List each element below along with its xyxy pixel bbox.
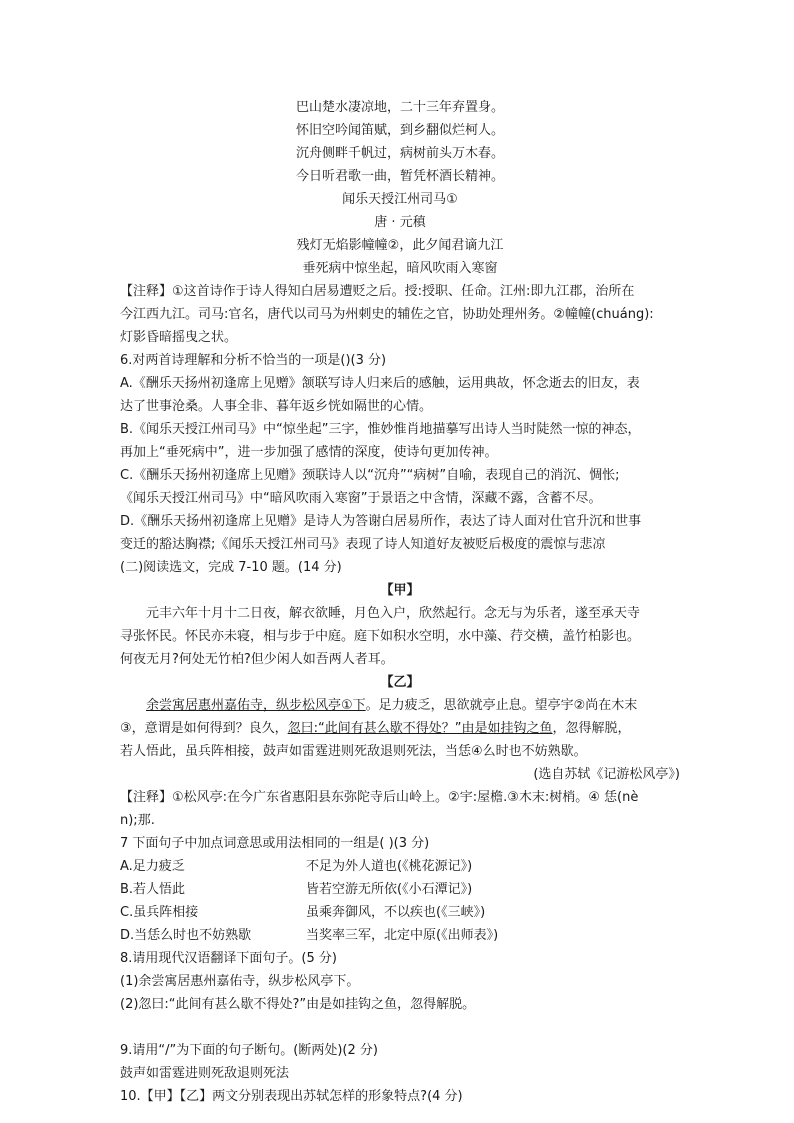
poem1-line: 今日听君歌一曲，暂凭杯酒长精神。 [295, 169, 504, 184]
jia-line: 寻张怀民。怀民亦未寝，相与步于中庭。庭下如积水空明，水中藻、荇交横，盖竹柏影也。 [120, 629, 641, 644]
q6-option-line: 《闻乐天授江州司马》中“暗风吹雨入寒窗”于景语之中含情，深藏不露，含蓄不尽。 [120, 491, 602, 506]
section2-heading: (二)阅读选文，完成 7-10 题。(14 分) [120, 560, 342, 575]
q6-option-line: D.《酬乐天扬州初逢席上见赠》是诗人为答谢白居易所作，表达了诗人面对仕官升沉和世事 [120, 514, 642, 529]
yi-line-2 [120, 717, 680, 740]
document-page [120, 96, 680, 1108]
q7-option-left: D.当恁么时也不妨熟歇 [120, 928, 252, 943]
yi-underlined-text: 忽曰:“此间有甚么歇不得处？”由是如挂钩之鱼 [287, 721, 553, 736]
q8-item: (2)忽曰:“此间有甚么歇不得处?”由是如挂钩之鱼，忽得解脱。 [120, 997, 476, 1012]
q7-stem: 7 下面句子中加点词意思或用法相同的一组是( )(3 分) [120, 836, 430, 851]
yi-text: ③，意谓是如何得到？良久， [120, 721, 288, 736]
q7-option-right: 不足为外人道也(《桃花源记》) [306, 859, 473, 874]
note1-line: 【注释】①这首诗作于诗人得知白居易遭贬之后。授:授职、任命。江州:即九江郡，治所在 [120, 284, 635, 299]
yi-source: (选自苏轼《记游松风亭》) [533, 767, 680, 782]
note1-line: 灯影昏暗摇曳之状。 [120, 330, 238, 345]
q8-stem: 8.请用现代汉语翻译下面句子。(5 分) [120, 951, 337, 966]
q7-option-right: 当奖率三军，北定中原(《出师表》) [306, 928, 499, 943]
poem2-line: 残灯无焰影幢幢②，此夕闻君谪九江 [296, 238, 504, 253]
note1-line: 今江西九江。司马:官名，唐代以司马为州刺史的辅佐之官，协助处理州务。②幢幢(chuáng): [120, 307, 654, 322]
spacer [120, 1016, 680, 1039]
q7-option [120, 924, 680, 947]
poem1-line: 巴山楚水凄凉地，二十三年弃置身。 [295, 100, 504, 115]
jia-line: 元丰六年十月十二日夜，解衣欲睡，月色入户，欣然起行。念无与为乐者，遂至承天寺 [146, 606, 641, 621]
q9-sentence: 鼓声如雷霆进则死敌退则死法 [120, 1066, 290, 1081]
q6-option-line: A.《酬乐天扬州初逢席上见赠》颔联写诗人归来后的感触，运用典故，怀念逝去的旧友，表 [120, 376, 640, 391]
jia-line: 何夜无月?何处无竹柏?但少闲人如吾两人者耳。 [120, 652, 394, 667]
q6-option-line: C.《酬乐天扬州初逢席上见赠》颈联诗人以“沉舟”“病树”自喻，表现自己的消沉、惆怅; [120, 468, 620, 483]
q7-option [120, 855, 680, 878]
note2-line: n);那. [120, 813, 155, 828]
q6-option-line: B.《闻乐天授江州司马》中“惊坐起”三字，惟妙惟肖地描摹写出诗人当时陡然一惊的神态， [120, 422, 641, 437]
q6-option-line: 达了世事沧桑。人事全非、暮年返乡恍如隔世的心情。 [120, 399, 433, 414]
poem2-line: 垂死病中惊坐起，暗风吹雨入寒窗 [302, 261, 498, 276]
q6-option-line: 再加上“垂死病中”，进一步加强了感情的深度，使诗句更加传神。 [120, 445, 498, 460]
q7-option [120, 878, 680, 901]
poem2-author: 唐 · 元稹 [374, 215, 426, 230]
q7-option [120, 901, 680, 924]
poem1-line: 沉舟侧畔千帆过，病树前头万木春。 [295, 146, 504, 161]
q6-stem: 6.对两首诗理解和分析不恰当的一项是()(3 分) [120, 353, 387, 368]
jia-heading: 【甲】 [380, 583, 420, 598]
q8-item: (1)余尝寓居惠州嘉佑寺，纵步松风亭下。 [120, 974, 360, 989]
yi-text: ，忽得解脱， [552, 721, 631, 736]
yi-line-3: 若人悟此，虽兵阵相接，鼓声如雷霆进则死敌退则死法，当恁④么时也不妨熟歇。 [120, 744, 587, 759]
q10-stem: 10.【甲】【乙】两文分别表现出苏轼怎样的形象特点?(4 分) [120, 1089, 463, 1104]
q7-option-right: 虽乘奔御风，不以疾也(《三峡》) [306, 905, 486, 920]
q9-stem: 9.请用“/”为下面的句子断句。(断两处)(2 分) [120, 1043, 378, 1058]
q7-option-left: B.若人悟此 [120, 882, 186, 897]
q6-option-line: 变迁的豁达胸襟;《闻乐天授江州司马》表现了诗人知道好友被贬后极度的震惊与悲凉 [120, 537, 606, 552]
q7-option-left: C.虽兵阵相接 [120, 905, 199, 920]
note2-line: 【注释】①松风亭:在今广东省惠阳县东弥陀寺后山岭上。②宇:屋檐.③木末:树梢。④ 恁(nè [120, 790, 639, 805]
poem1-line: 怀旧空吟闻笛赋，到乡翻似烂柯人。 [295, 123, 504, 138]
yi-heading: 【乙】 [380, 675, 420, 690]
q7-option-right: 皆若空游无所依(《小石潭记》) [306, 882, 473, 897]
yi-text: 。足力疲乏，思欲就亭止息。望亭宇②尚在木末 [365, 698, 638, 713]
poem2-title: 闻乐天授江州司马① [342, 192, 458, 207]
yi-underlined-text: 余尝寓居惠州嘉佑寺，纵步松风亭①下 [146, 698, 366, 713]
q7-option-left: A.足力疲乏 [120, 859, 185, 874]
yi-line-1 [120, 694, 680, 717]
